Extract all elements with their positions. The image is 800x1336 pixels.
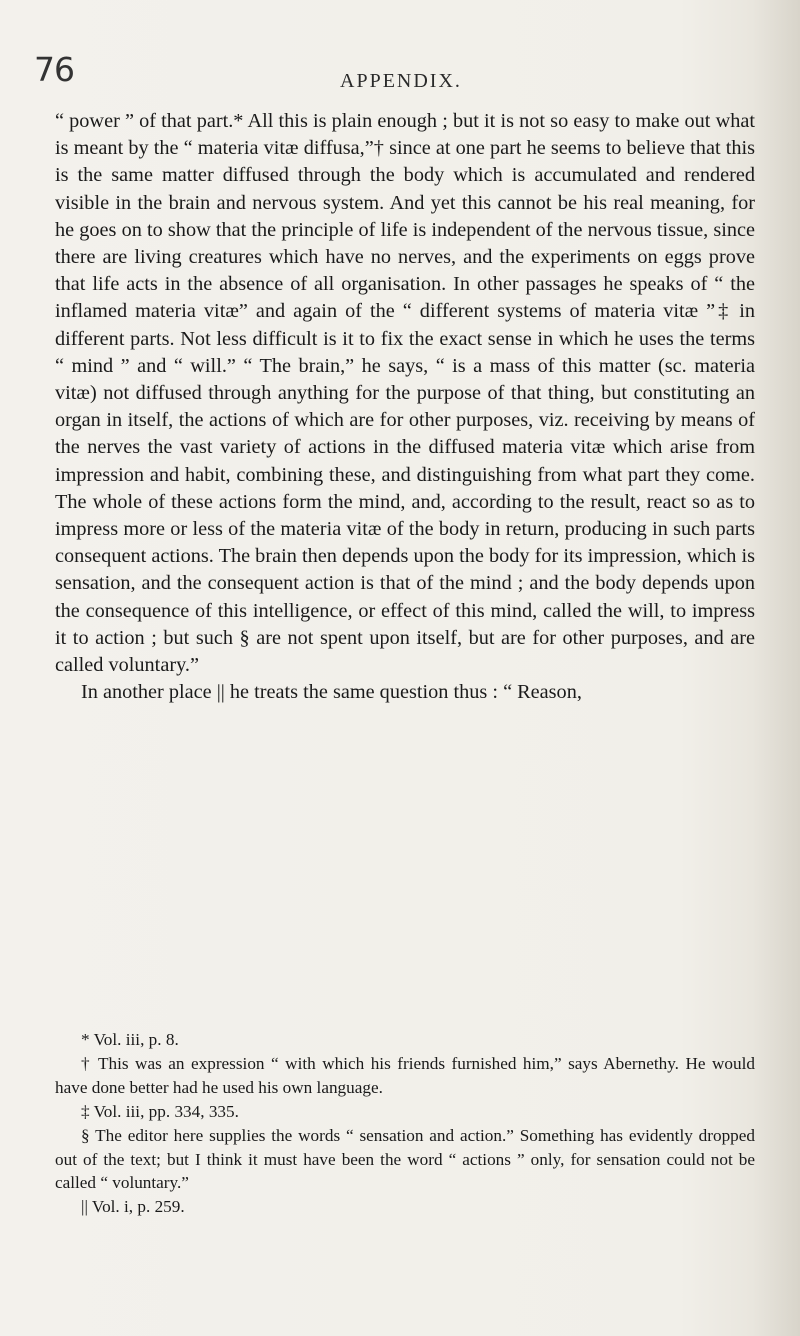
page-number: 76 xyxy=(34,50,74,89)
body-text xyxy=(55,108,755,706)
footnote-section: § The editor here supplies the words “ sensation and action.” Something has evidently dropped out of the text; but I think it must have been the word “ actions ” only, for sensation could not be called “ voluntary.” xyxy=(55,1125,755,1193)
paragraph-continued: “ power ” of that part.* All this is plain enough ; but it is not so easy to make out what is meant by the “ materia vitæ diffusa,”† since at one part he seems to believe that this is the same matter diffused through the body which is accumulated and rendered visible in the brain and nervous system. And yet this cannot be his real meaning, for he goes on to show that the principle of life is independent of the nervous tissue, since there are living creatures which have no nerves, and the experiments on eggs prove that life acts in the absence of all organisation. In other passages he speaks of “ the inflamed materia vitæ” and again of the “ different systems of materia vitæ ”‡ in different parts. Not less difficult is it to fix the exact sense in which he uses the terms “ mind ” and “ will.” “ The brain,” he says, “ is a mass of this matter (sc. materia vitæ) not diffused through anything for the purpose of that thing, but constituting an organ in itself, the actions of which are for other purposes, viz. receiving by means of the nerves the vast variety of actions in the diffused materia vitæ which arise from impression and habit, combining these, and distinguishing from what part they come. The whole of these actions form the mind, and, according to the result, react so as to impress more or less of the materia vitæ of the body in return, producing in such parts consequent actions. The brain then depends upon the body for its impression, which is sensation, and the consequent action is that of the mind ; and the body depends upon the consequence of this intelligence, or effect of this mind, called the will, to impress it to action ; but such § are not spent upon itself, but are for other purposes, and are called voluntary.” xyxy=(55,110,755,677)
footnote-asterisk: * Vol. iii, p. 8. xyxy=(81,1030,179,1049)
paragraph-reason: In another place || he treats the same question thus : “ Reason, xyxy=(81,681,582,704)
footnote-parallel: || Vol. i, p. 259. xyxy=(81,1197,185,1217)
running-head: APPENDIX. xyxy=(340,70,462,92)
footnotes xyxy=(55,1028,755,1219)
footnote-dagger: † This was an expression “ with which his friends furnished him,” says Abernethy. He would have done better had he used his own language. xyxy=(55,1053,755,1097)
footnote-double-dagger: ‡ Vol. iii, pp. 334, 335. xyxy=(81,1101,239,1121)
